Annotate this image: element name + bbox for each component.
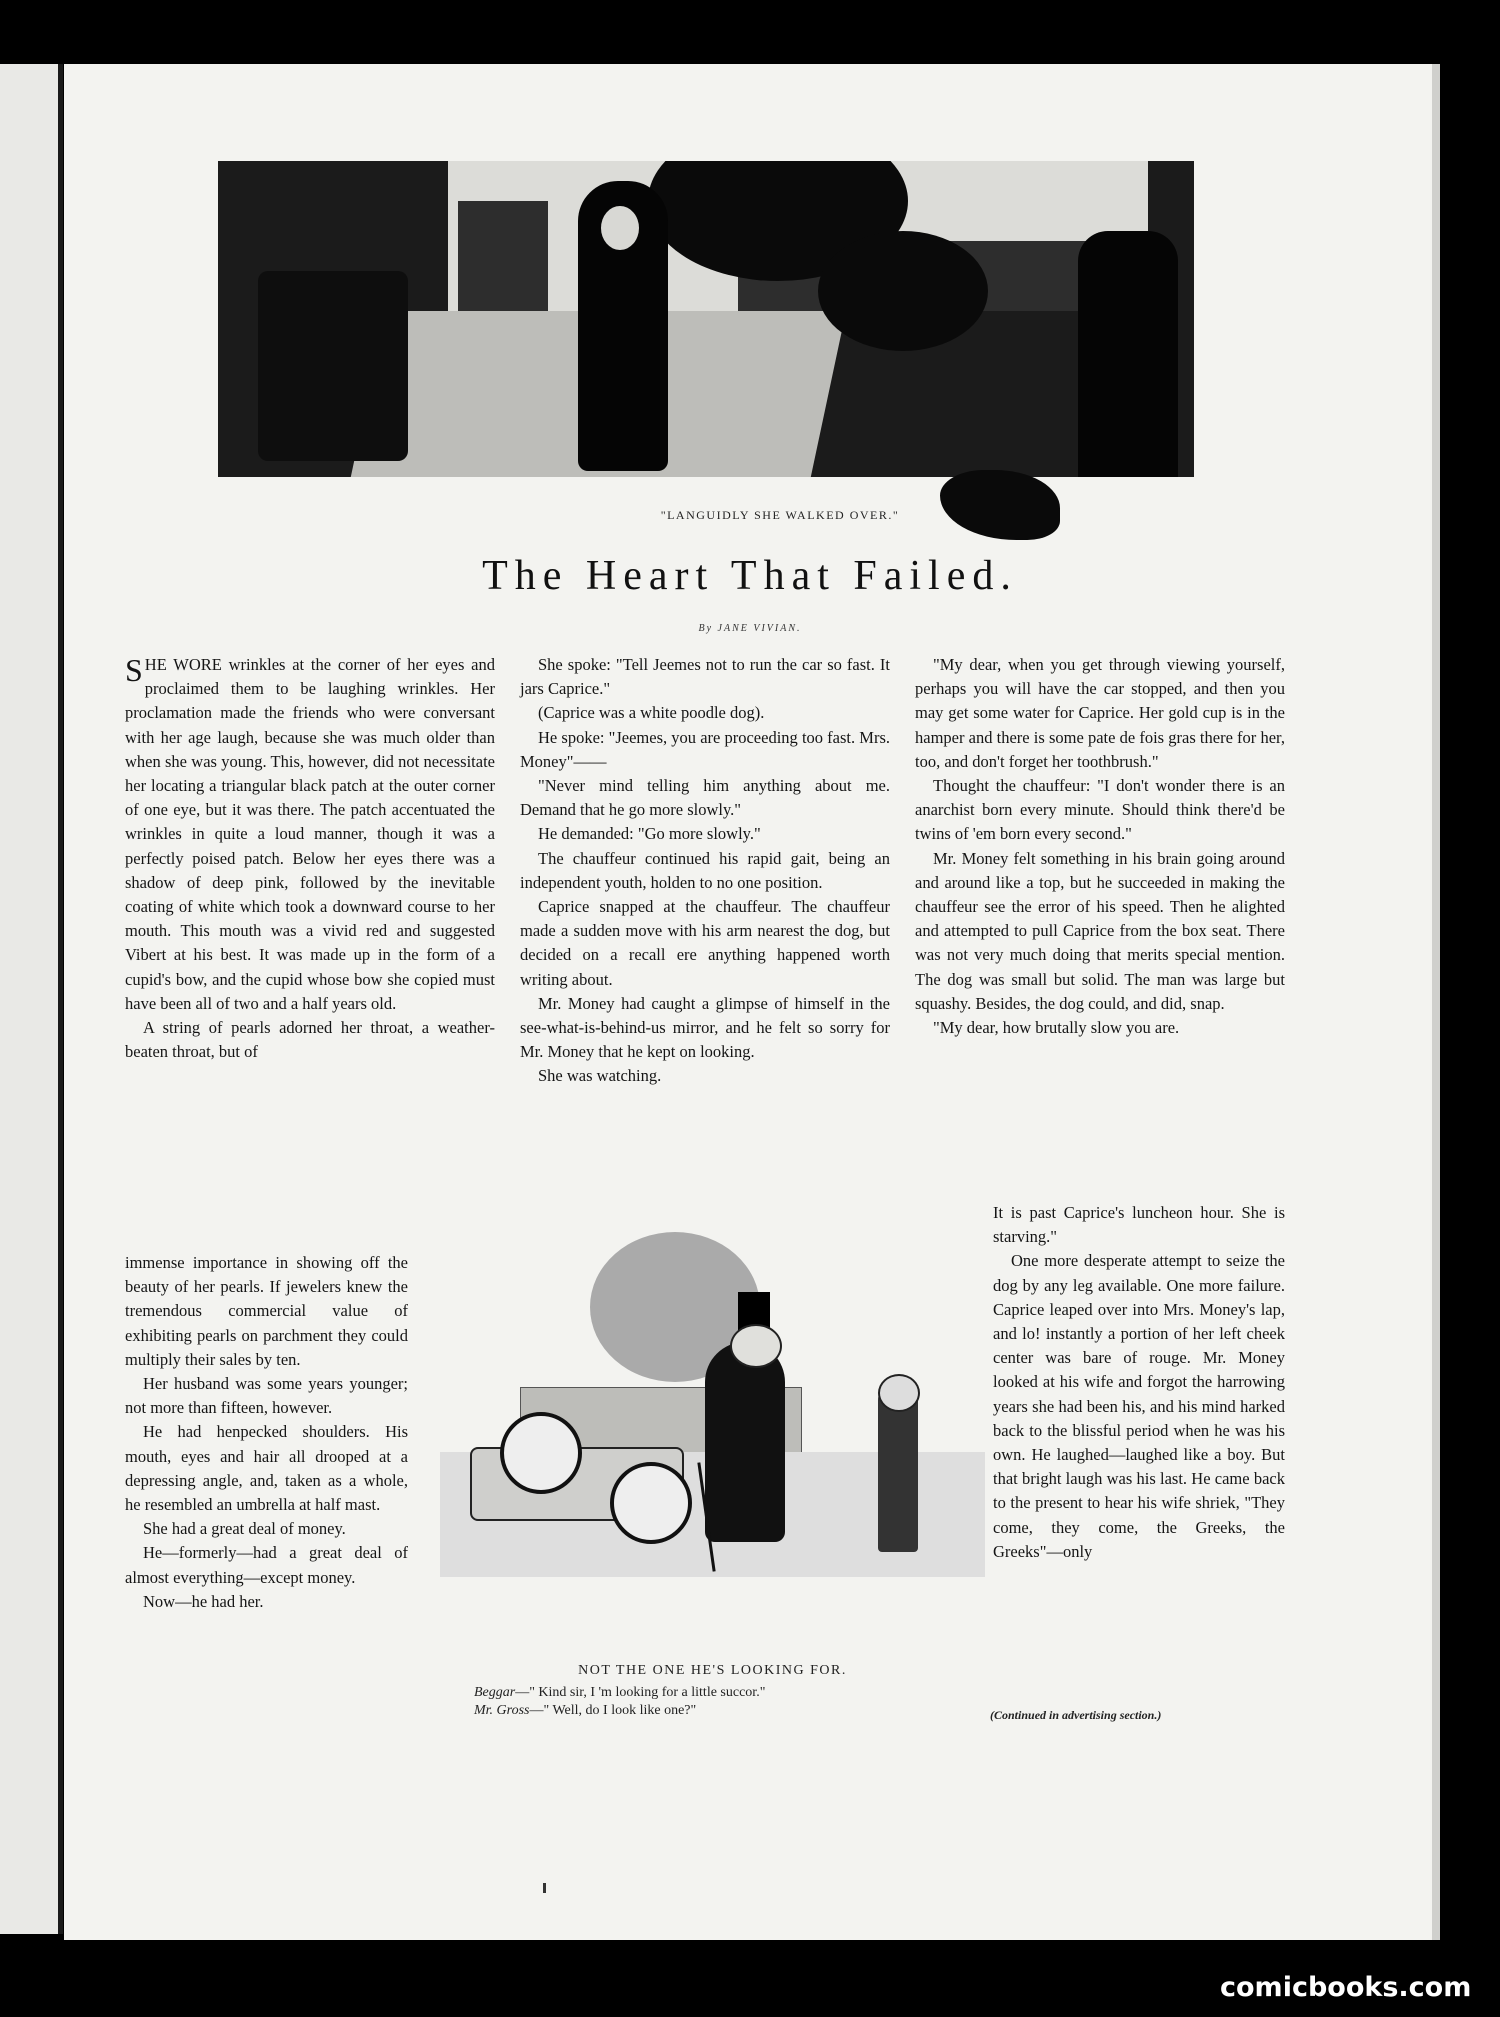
paragraph: He spoke: "Jeemes, you are proceeding too fast. Mrs. Money"—— <box>520 727 890 771</box>
cartoon-gentleman <box>705 1342 785 1542</box>
article-byline: By JANE VIVIAN. <box>698 623 802 634</box>
illustration-building <box>458 201 548 311</box>
paragraph: It is past Caprice's luncheon hour. She is starving." <box>993 1203 1285 1247</box>
header-illustration <box>218 161 1194 477</box>
column-right <box>915 653 1285 1040</box>
illustration-man <box>1078 231 1178 477</box>
paragraph: Mr. Money felt something in his brain going around and around like a top, but he succeeded in making the chauffeur see the error of his speed. Then he alighted and attempted to pull Caprice from the box seat. There was not very much doing that merits special mention. The dog was small but solid. The man was large but squashy. Besides, the dog could, and did, snap. <box>915 848 1285 1013</box>
paragraph: One more desperate attempt to seize the dog by any leg available. One more failure. Caprice leaped over into Mrs. Money's lap, and lo! instantly a portion of her left cheek center was bare of rouge. Mr. Money looked at his wife and forgot the harrowing years she had been his, and his mind harked back to the blissful period when he was his own. He laughed—laughed like a boy. But that bright laugh was his last. He came back to the present to hear his wife shriek, "They come, they come, the Greeks, the Greeks"—only <box>993 1251 1285 1561</box>
cartoon-beggar-head <box>878 1374 920 1412</box>
paragraph: She was watching. <box>538 1066 662 1086</box>
cartoon-illustration <box>440 1222 985 1582</box>
paragraph-text: HE WORE wrinkles at the corner of her eyes and proclaimed them to be laughing wrinkles. Her proclamation made the friends who were conversant with her age laugh, because she was much older than when she was young. This, however, did not necessitate her locating a triangular black patch at the outer corner of one eye, but it was there. The patch accentuated the wrinkles in quite a loud manner, though it was a perfectly poised patch. Below her eyes there was a shadow of deep pink, followed by the inevitable coating of white which took a downward course to her mouth. This mouth was a vivid red and suggested Vibert at his best. It was made up in the form of a cupid's bow, and the cupid whose bow she copied must have been all of two and a half years old. <box>125 655 495 1013</box>
paragraph: "Never mind telling him anything about me. Demand that he go more slowly." <box>520 776 890 820</box>
illustration-shrub <box>818 231 988 351</box>
column-left <box>125 653 495 1064</box>
cartoon-caption-line <box>474 1703 696 1719</box>
paragraph: She had a great deal of money. <box>143 1519 346 1539</box>
continued-note: (Continued in advertising section.) <box>990 1708 1162 1722</box>
paragraph: Thought the chauffeur: "I don't wonder there is an anarchist born every minute. Should think there'd be twins of 'em born every second." <box>915 776 1285 844</box>
column-right-narrow <box>993 1201 1285 1564</box>
paragraph: (Caprice was a white poodle dog). <box>538 703 765 723</box>
paragraph: immense importance in showing off the beauty of her pearls. If jewelers knew the tremendous commercial value of exhibiting pearls on parchment they could multiply their sales by ten. <box>125 1253 408 1369</box>
article-title: The Heart That Failed. <box>482 553 1018 599</box>
cartoon-spare-wheel <box>500 1412 582 1494</box>
paragraph: Her husband was some years younger; not more than fifteen, however. <box>125 1374 408 1418</box>
cartoon-gentleman-head <box>730 1324 782 1368</box>
speaker-name: Mr. Gross <box>474 1703 530 1718</box>
paragraph: "My dear, when you get through viewing yourself, perhaps you will have the car stopped, and then you may get some water for Caprice. Her gold cup is in the hamper and there is some pate de fois gras there for her, too, and don't forget her toothbrush." <box>915 655 1285 771</box>
column-middle <box>520 653 890 1089</box>
paragraph: He—formerly—had a great deal of almost everything—except money. <box>125 1543 408 1587</box>
gutter-shadow <box>58 64 63 1934</box>
cartoon-caption-line <box>474 1685 765 1701</box>
facing-page <box>0 64 62 1934</box>
paragraph <box>125 653 495 1016</box>
drop-cap: S <box>125 652 143 688</box>
page-edge <box>1432 64 1440 1940</box>
cartoon-car-wheel <box>610 1462 692 1544</box>
page-mark <box>543 1883 546 1893</box>
column-left-narrow <box>125 1251 408 1614</box>
paragraph: Now—he had her. <box>143 1591 264 1611</box>
speaker-line: —" Well, do I look like one?" <box>529 1703 697 1718</box>
watermark-brand: comicbooks.com <box>1220 1972 1472 2003</box>
cartoon-caption-title: NOT THE ONE HE'S LOOKING FOR. <box>578 1663 847 1678</box>
speaker-name: Beggar <box>474 1685 516 1700</box>
paragraph: Caprice snapped at the chauffeur. The chauffeur made a sudden move with his arm nearest the dog, but decided on a recall ere anything happened worth writing about. <box>520 897 890 989</box>
paragraph: She spoke: "Tell Jeemes not to run the car so fast. It jars Caprice." <box>520 655 890 699</box>
paragraph: He demanded: "Go more slowly." <box>538 824 761 844</box>
speaker-line: —" Kind sir, I 'm looking for a little succor." <box>515 1685 766 1700</box>
illustration-woman-face <box>601 206 639 250</box>
paragraph: A string of pearls adorned her throat, a weather-beaten throat, but of <box>125 1018 495 1062</box>
illustration-car <box>258 271 408 461</box>
paragraph: He had henpecked shoulders. His mouth, eyes and hair all drooped at a depressing angle, and, taken as a whole, he resembled an umbrella at half mast. <box>125 1422 408 1515</box>
paragraph: Mr. Money had caught a glimpse of himself in the see-what-is-behind-us mirror, and he felt so sorry for Mr. Money that he kept on looking. <box>520 993 890 1062</box>
header-illustration-caption: "LANGUIDLY SHE WALKED OVER." <box>660 508 900 522</box>
paragraph: The chauffeur continued his rapid gait, being an independent youth, holden to no one position. <box>520 848 890 892</box>
paragraph: "My dear, how brutally slow you are. <box>933 1018 1180 1038</box>
